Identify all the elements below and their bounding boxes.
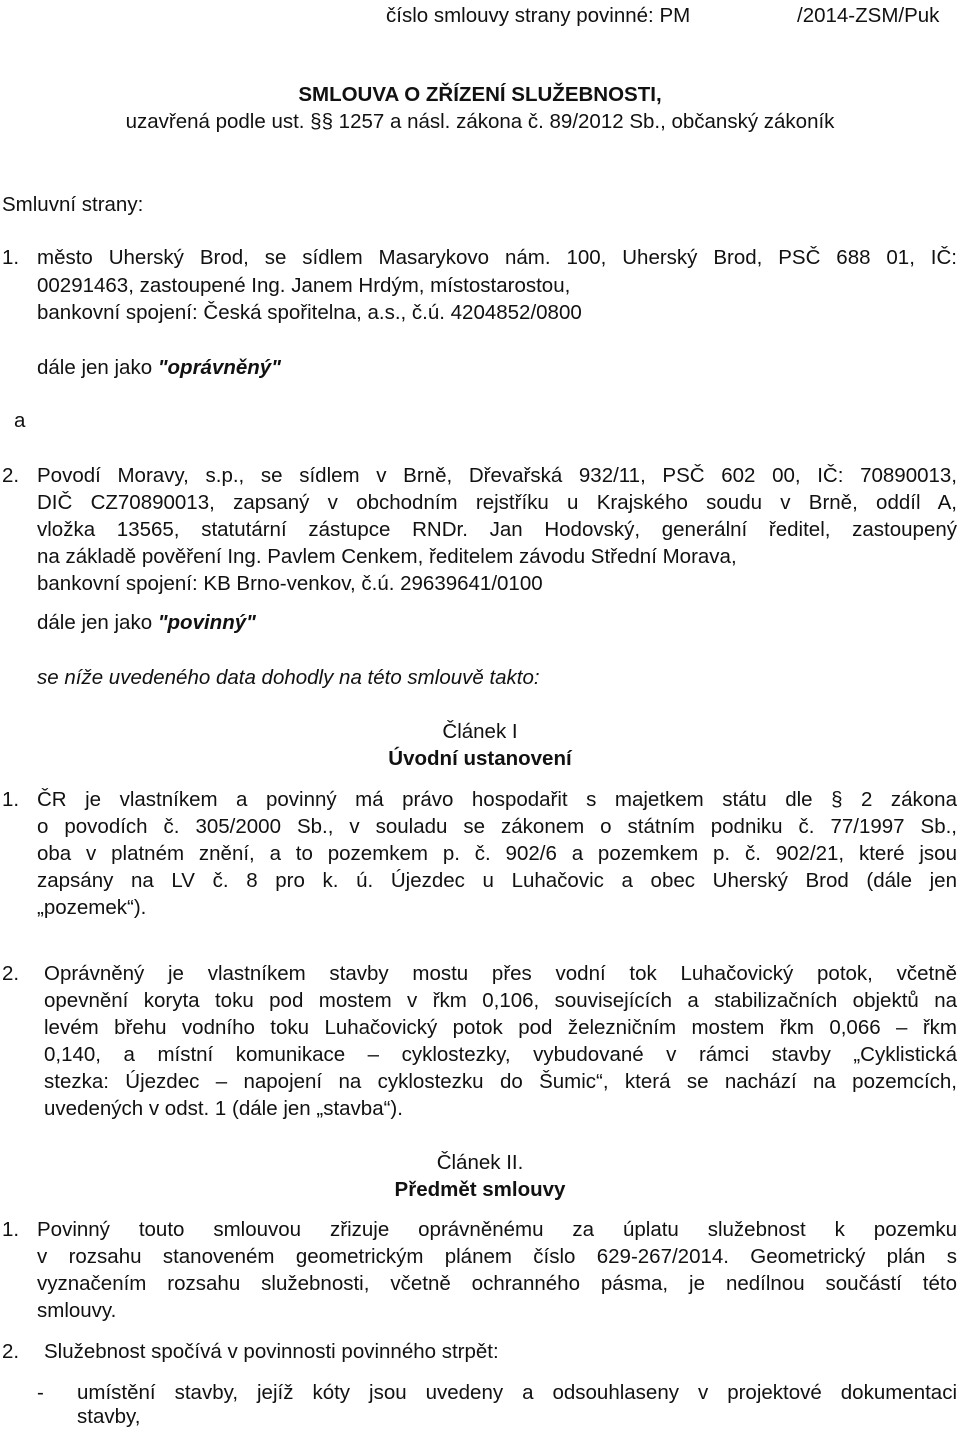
- article1-p1-line3: oba v platném znění, a to pozemkem p. č. 902/6 a pozemkem p. č. 902/21, které jsou: [37, 842, 957, 865]
- party1-designation-prefix: dále jen jako: [37, 356, 158, 379]
- article1-title: Úvodní ustanovení: [388, 747, 572, 770]
- article1-p2-line4: 0,140, a místní komunikace – cyklostezky, vybudované v rámci stavby „Cyklistická: [44, 1043, 957, 1066]
- document-title: SMLOUVA O ZŘÍZENÍ SLUŽEBNOSTI,: [298, 83, 662, 106]
- party1-designation-term: "oprávněný": [157, 356, 281, 379]
- party2-designation-prefix: dále jen jako: [37, 611, 158, 634]
- contract-number-label: číslo smlouvy strany povinné: PM: [386, 4, 691, 27]
- article2-p1-line4: smlouvy.: [37, 1299, 117, 1322]
- parties-heading: Smluvní strany:: [2, 193, 144, 216]
- agreement-line: se níže uvedeného data dohodly na této smlouvě takto:: [37, 666, 540, 689]
- article1-p2-line5: stezka: Újezdec – napojení na cyklostezku do Šumic“, která se nachází na pozemcích,: [44, 1070, 957, 1093]
- article2-bullet1-marker: -: [37, 1381, 44, 1404]
- article2-p1-line2: v rozsahu stanoveném geometrickým plánem číslo 629-267/2014. Geometrický plán s: [37, 1245, 957, 1268]
- article2-p2-text: Služebnost spočívá v povinnosti povinného strpět:: [44, 1340, 499, 1363]
- party2-designation-term: "povinný": [157, 611, 256, 634]
- article2-title: Předmět smlouvy: [394, 1178, 566, 1201]
- article1-p2-line2: opevnění koryta toku pod mostem v řkm 0,106, souvisejících a stabilizačních objektů na: [44, 989, 957, 1012]
- document-subtitle: uzavřená podle ust. §§ 1257 a násl. zákona č. 89/2012 Sb., občanský zákoník: [125, 110, 835, 133]
- party2-designation: [37, 609, 256, 636]
- party2-line5: bankovní spojení: KB Brno-venkov, č.ú. 29639641/0100: [37, 572, 543, 595]
- article1-number: Článek I: [442, 720, 518, 743]
- article1-p2-line6: uvedených v odst. 1 (dále jen „stavba“).: [44, 1097, 403, 1120]
- party1-designation: [37, 354, 281, 381]
- party2-line2: DIČ CZ70890013, zapsaný v obchodním rejstříku u Krajského soudu v Brně, oddíl A,: [37, 491, 957, 514]
- article2-bullet1-line1: umístění stavby, jejíž kóty jsou uvedeny a odsouhlaseny v projektové dokumentaci: [77, 1381, 957, 1404]
- article1-p1-line5: „pozemek“).: [37, 896, 147, 919]
- article1-p2-number: 2.: [2, 962, 20, 985]
- party2-line3: vložka 13565, statutární zástupce RNDr. Jan Hodovský, generální ředitel, zastoupený: [37, 518, 957, 541]
- party2-number: 2.: [2, 464, 20, 487]
- party1-number: 1.: [2, 246, 20, 269]
- article2-p2-number: 2.: [2, 1340, 20, 1363]
- parties-conjunction: a: [14, 409, 26, 432]
- article2-p1-line1: Povinný touto smlouvou zřizuje oprávněnému za úplatu služebnost k pozemku: [37, 1218, 957, 1241]
- party2-line4: na základě pověření Ing. Pavlem Cenkem, ředitelem závodu Střední Morava,: [37, 545, 737, 568]
- article1-p1-number: 1.: [2, 788, 20, 811]
- party1-line2: 00291463, zastoupené Ing. Janem Hrdým, místostarostou,: [37, 274, 571, 297]
- article1-p1-line2: o povodích č. 305/2000 Sb., v souladu se zákonem o státním podniku č. 77/1997 Sb.,: [37, 815, 957, 838]
- article2-p1-line3: vyznačením rozsahu služebnosti, včetně ochranného pásma, je nedílnou součástí této: [37, 1272, 957, 1295]
- article1-p2-line1: Oprávněný je vlastníkem stavby mostu přes vodní tok Luhačovický potok, včetně: [44, 962, 957, 985]
- party1-line1: město Uherský Brod, se sídlem Masarykovo nám. 100, Uherský Brod, PSČ 688 01, IČ:: [37, 246, 957, 269]
- article1-p1-line4: zapsány na LV č. 8 pro k. ú. Újezdec u Luhačovic a obec Uherský Brod (dále jen: [37, 869, 957, 892]
- article2-p1-number: 1.: [2, 1218, 20, 1241]
- party1-line3: bankovní spojení: Česká spořitelna, a.s., č.ú. 4204852/0800: [37, 301, 582, 324]
- contract-number-suffix: /2014-ZSM/Puk: [797, 4, 940, 27]
- party2-line1: Povodí Moravy, s.p., se sídlem v Brně, Dřevařská 932/11, PSČ 602 00, IČ: 70890013,: [37, 464, 957, 487]
- article1-p1-line1: ČR je vlastníkem a povinný má právo hospodařit s majetkem státu dle § 2 zákona: [37, 788, 957, 811]
- article1-p2-line3: levém břehu vodního toku Luhačovický potok pod železničním mostem řkm 0,066 – řkm: [44, 1016, 957, 1039]
- article2-number: Článek II.: [436, 1151, 524, 1174]
- article2-bullet1-line2: stavby,: [77, 1405, 141, 1428]
